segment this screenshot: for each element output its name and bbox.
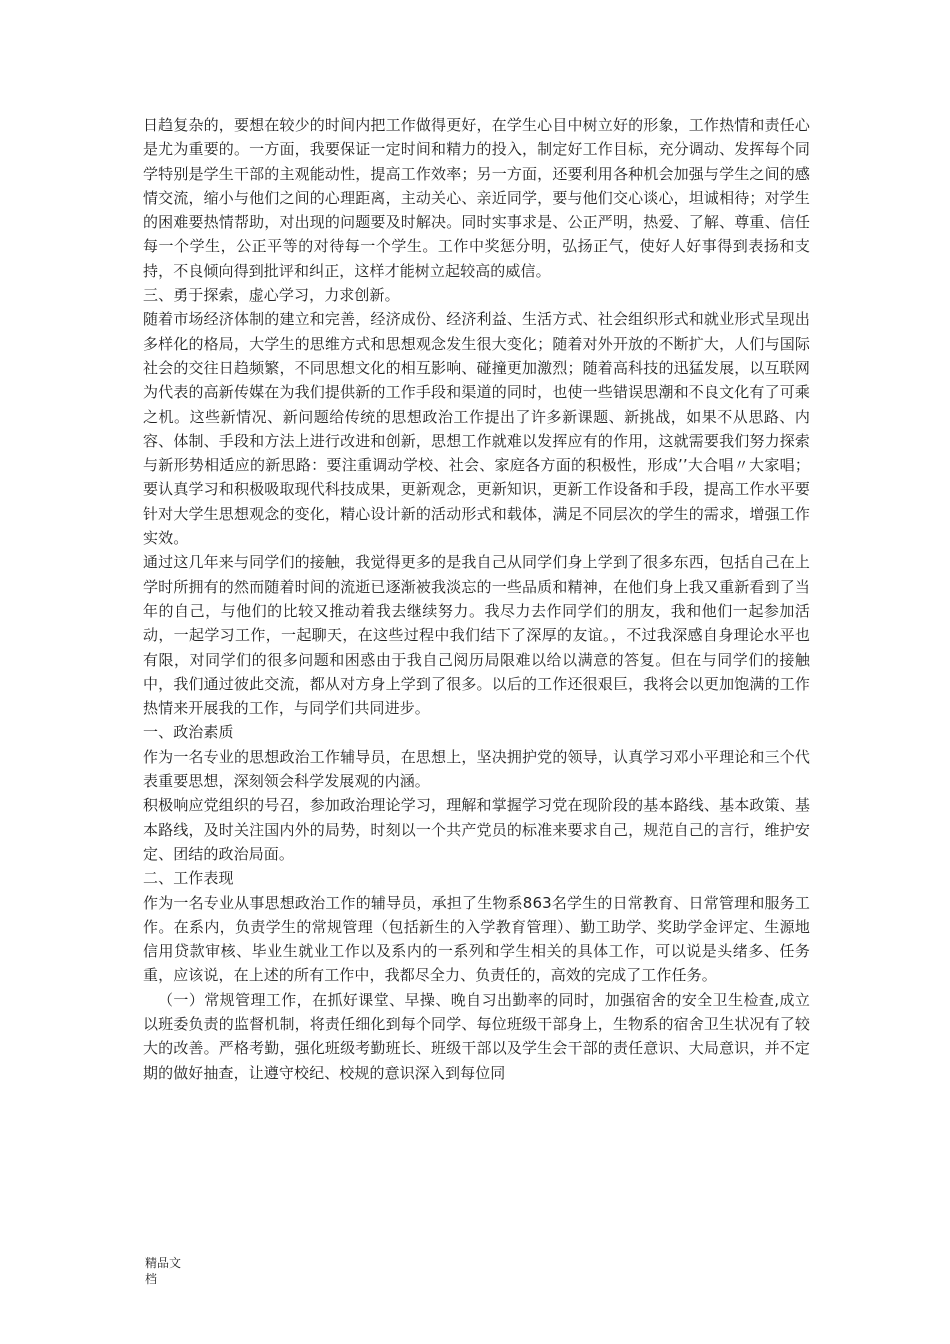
body-paragraph: 随着市场经济体制的建立和完善，经济成份、经济利益、生活方式、社会组织形式和就业形式呈现出多样化的格局，大学生的思维方式和思想观念发生很大变化；随着对外开放的不断扩大，人们与国际社会的交往日趋频繁，不同思想文化的相互影响、碰撞更加激烈；随着高科技的迅猛发展，以互联网为代表的高新传媒在为我们提供新的工作手段和渠道的同时，也使一些错误思潮和不良文化有了可乘之机。这些新情况、新问题给传统的思想政治工作提出了许多新课题、新挑战，如果不从思路、内容、体制、手段和方法上进行改进和创新，思想工作就难以发挥应有的作用，这就需要我们努力探索与新形势相适应的新思路：要注重调动学校、社会、家庭各方面的积极性，形成’’大合唱〃大家唱；要认真学习和积极吸取现代科技成果，更新观念，更新知识，更新工作设备和手段，提高工作水平要针对大学生思想观念的变化，精心设计新的活动形式和载体，满足不同层次的学生的需求，增强工作实效。 bbox=[143, 310, 810, 548]
section-heading: 三、勇于探索，虚心学习，力求创新。 bbox=[143, 286, 400, 305]
body-paragraph: 作为一名专业从事思想政治工作的辅导员，承担了生物系863名学生的日常教育、日常管理和服务工作。在系内，负责学生的常规管理（包括新生的入学教育管理）、勤工助学、奖助学金评定、生源地信用贷款审核、毕业生就业工作以及系内的一系列和学生相关的具体工作，可以说是头绪多、任务重，应该说，在上述的所有工作中，我都尽全力、负责任的，高效的完成了工作任务。 bbox=[143, 893, 810, 985]
footer-line: 精品文 bbox=[145, 1256, 182, 1270]
body-paragraph: 日趋复杂的，要想在较少的时间内把工作做得更好，在学生心目中树立好的形象，工作热情和责任心是尤为重要的。一方面，我要保证一定时间和精力的投入，制定好工作目标，充分调动、发挥每个同学特别是学生干部的主观能动性，提高工作效率；另一方面，还要利用各种机会加强与学生之间的感情交流，缩小与他们之间的心理距离，主动关心、亲近同学，要与他们交心谈心，坦诚相待；对学生的困难要热情帮助，对出现的问题要及时解决。同时实事求是、公正严明，热爱、了解、尊重、信任每一个学生，公正平等的对待每一个学生。工作中奖惩分明，弘扬正气，使好人好事得到表扬和支持，不良倾向得到批评和纠正，这样才能树立起较高的威信。 bbox=[143, 116, 810, 280]
footer-line: 档 bbox=[145, 1272, 158, 1286]
section-heading: 二、工作表现 bbox=[143, 869, 234, 888]
page-footer bbox=[145, 1255, 205, 1287]
body-paragraph: 通过这几年来与同学们的接触，我觉得更多的是我自己从同学们身上学到了很多东西，包括自己在上学时所拥有的然而随着时间的流逝已逐渐被我淡忘的一些品质和精神，在他们身上我又重新看到了当年的自己，与他们的比较又推动着我去继续努力。我尽力去作同学们的朋友，我和他们一起参加活动，一起学习工作，一起聊天，在这些过程中我们结下了深厚的友谊。，不过我深感自身理论水平也有限，对同学们的很多问题和困惑由于我自己阅历局限难以给以满意的答复。但在与同学们的接触中，我们通过彼此交流，都从对方身上学到了很多。以后的工作还很艰巨，我将会以更加饱满的工作热情来开展我的工作，与同学们共同进步。 bbox=[143, 553, 810, 718]
body-paragraph: 作为一名专业的思想政治工作辅导员，在思想上，坚决拥护党的领导，认真学习邓小平理论和三个代表重要思想，深刻领会科学发展观的内涵。 bbox=[143, 747, 810, 791]
body-paragraph: （一）常规管理工作，在抓好课堂、早操、晚自习出勤率的同时，加强宿舍的安全卫生检查,成立以班委负责的监督机制，将责任细化到每个同学、每位班级干部身上，生物系的宿舍卫生状况有了较大的改善。严格考勤，强化班级考勤班长、班级干部以及学生会干部的责任意识、大局意识，并不定期的做好抽查，让遵守校纪、校规的意识深入到每位同 bbox=[143, 990, 810, 1082]
body-paragraph: 积极响应党组织的号召，参加政治理论学习，理解和掌握学习党在现阶段的基本路线、基本政策、基本路线，及时关注国内外的局势，时刻以一个共产党员的标准来要求自己，规范自己的言行，维护安定、团结的政治局面。 bbox=[143, 796, 810, 863]
section-heading: 一、政治素质 bbox=[143, 723, 234, 742]
document-body bbox=[143, 113, 810, 1085]
